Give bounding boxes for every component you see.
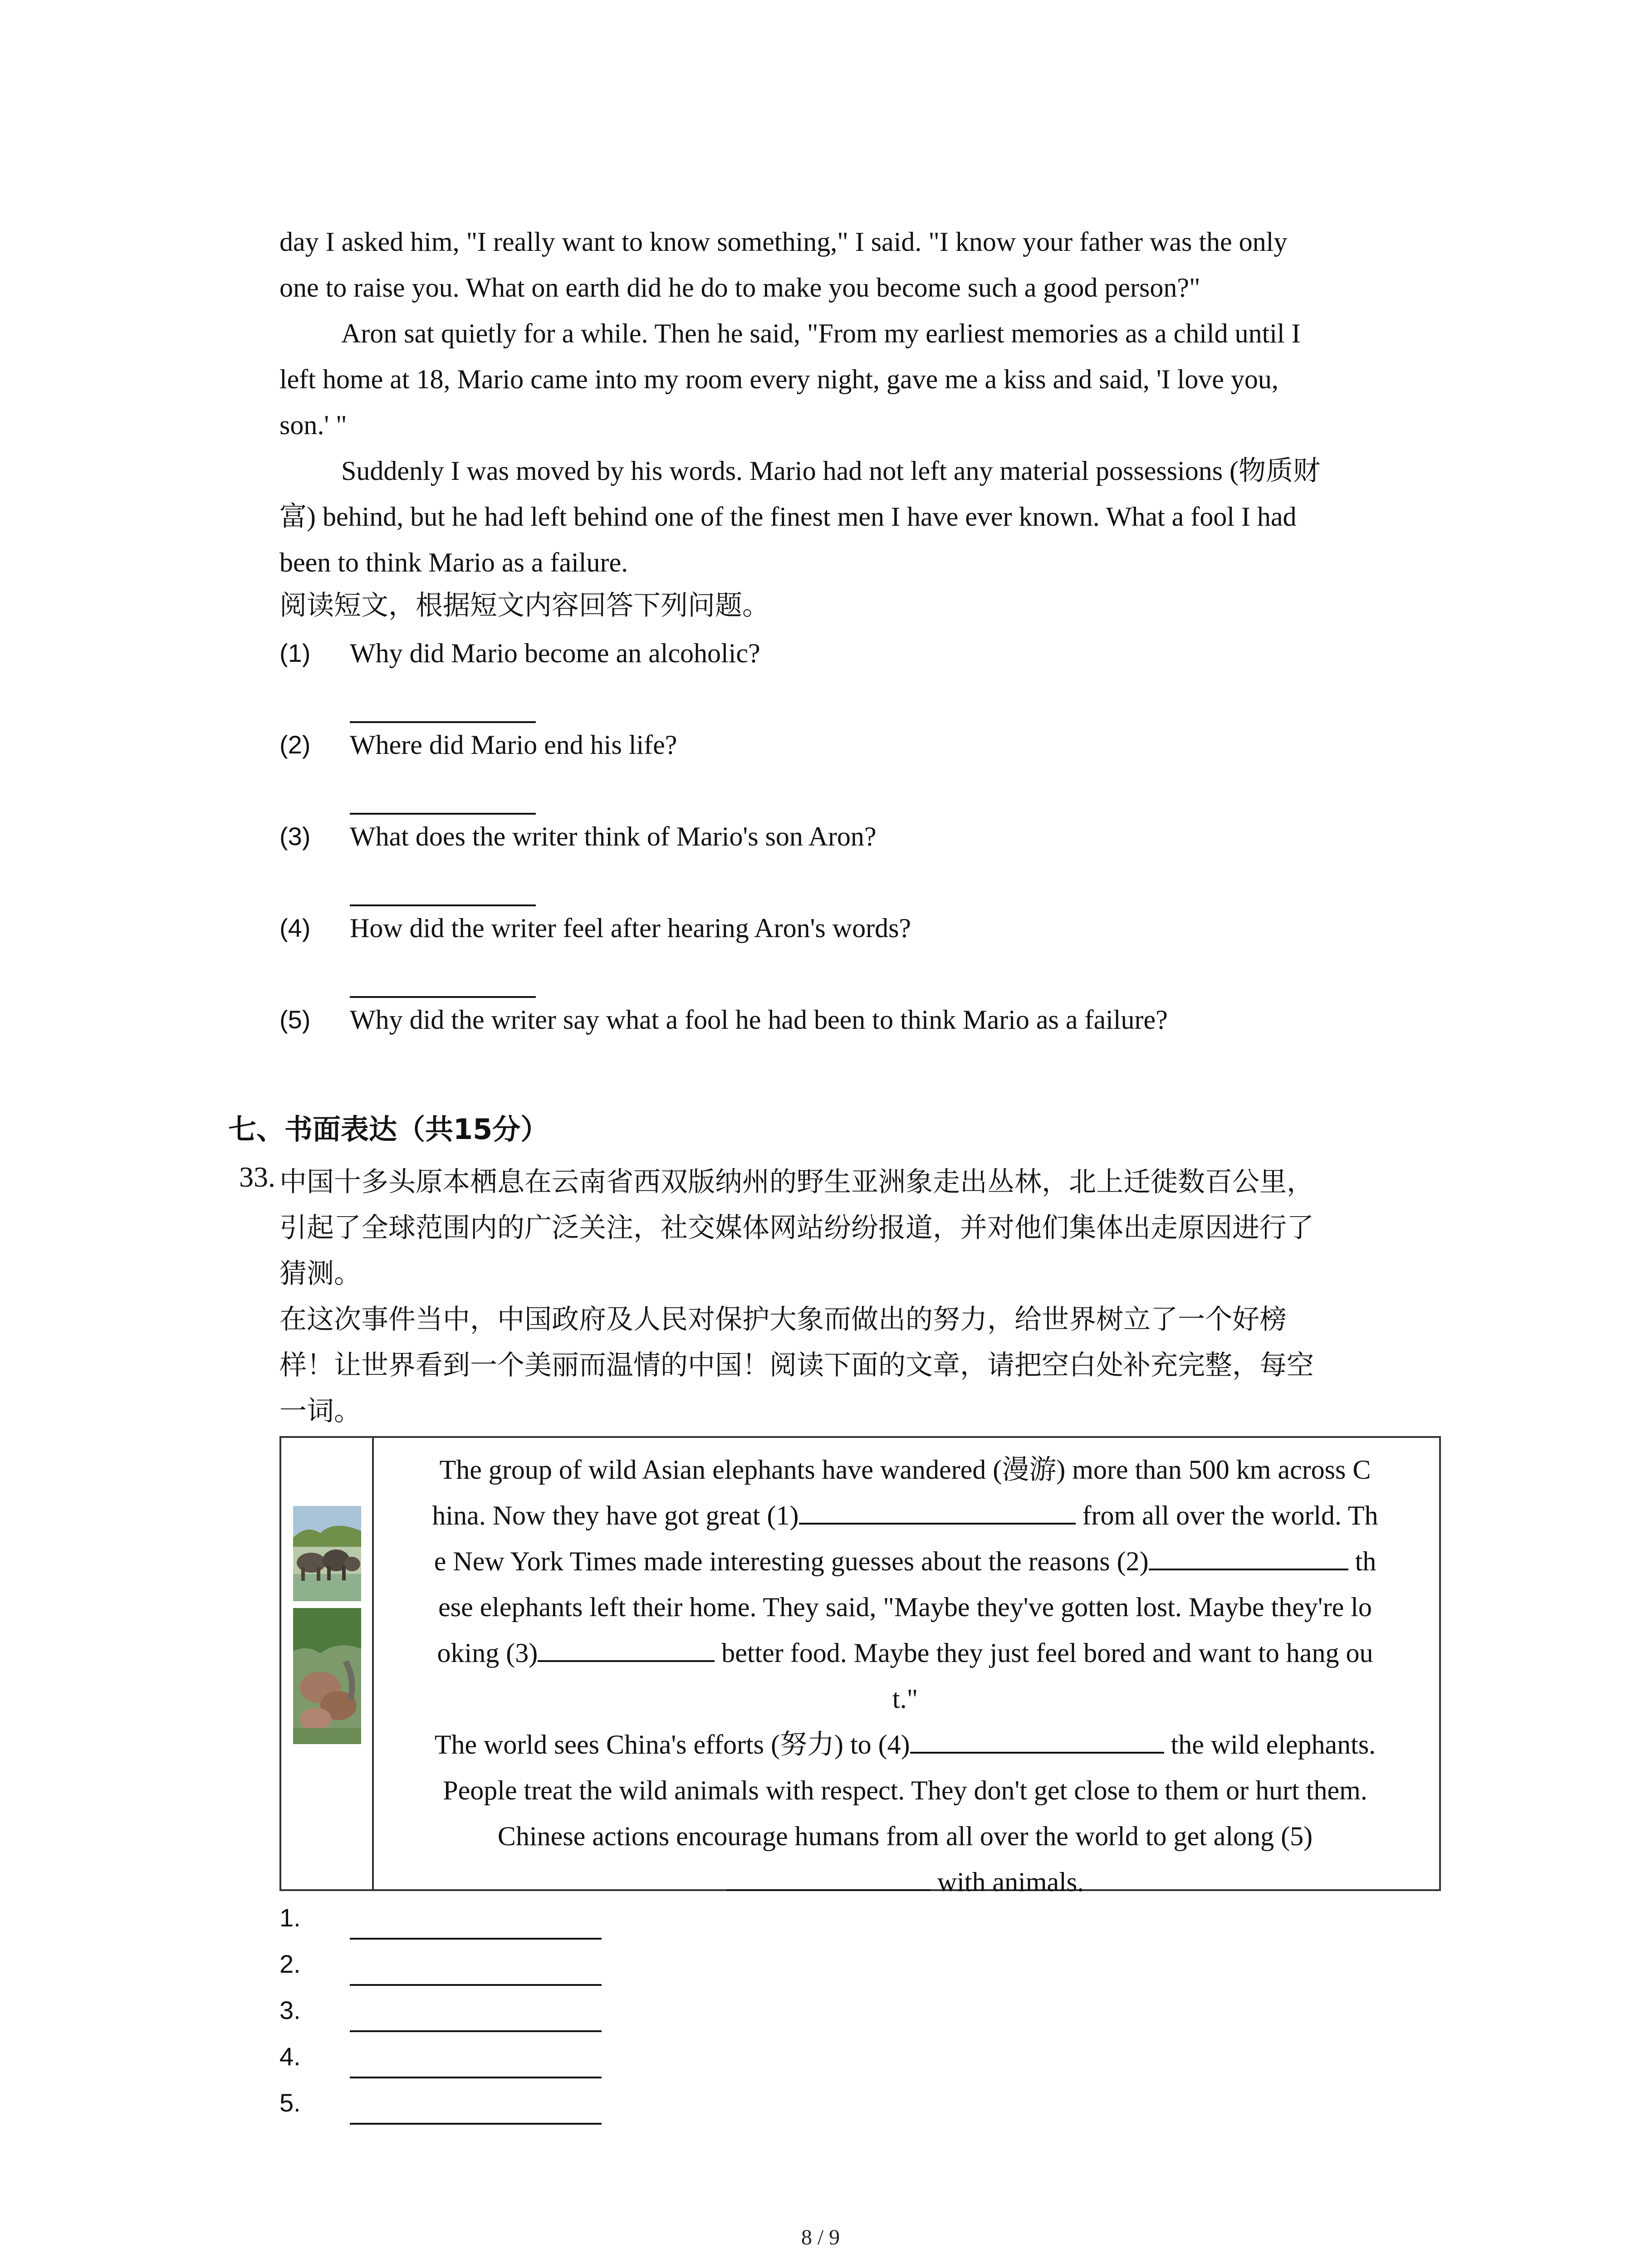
question-text: Where did Mario end his life?	[350, 730, 677, 760]
passage-line: one to raise you. What on earth did he do to make you become such a good person?"	[279, 273, 1200, 303]
cloze-line	[385, 1722, 1425, 1768]
question-text: Why did the writer say what a fool he had been to think Mario as a failure?	[350, 1005, 1168, 1035]
cloze-line: t."	[892, 1684, 918, 1714]
question-number: (5)	[279, 1005, 311, 1034]
box-divider	[372, 1438, 374, 1889]
blank-4[interactable]	[910, 1726, 1164, 1754]
answer-blank[interactable]	[350, 721, 536, 723]
page-number: 8 / 9	[801, 2225, 840, 2249]
cloze-box	[279, 1436, 1441, 1897]
instruction: 阅读短文，根据短文内容回答下列问题。	[279, 590, 769, 621]
cloze-line: People treat the wild animals with respect. They don't get close to them or hurt them.	[443, 1775, 1367, 1805]
q33-intro-line: 样！让世界看到一个美丽而温情的中国！阅读下面的文章，请把空白处补充完整，每空	[279, 1349, 1314, 1381]
cloze-passage	[385, 1447, 1425, 1905]
answer-line[interactable]	[350, 2077, 602, 2078]
q33-intro-line: 中国十多头原本栖息在云南省西双版纳州的野生亚洲象走出丛林，北上迁徙数百公里，	[279, 1166, 1314, 1198]
cloze-text: from all over the world. Th	[1075, 1501, 1378, 1530]
cloze-line	[385, 1859, 1425, 1905]
answer-number: 4.	[279, 2042, 301, 2071]
answer-blank[interactable]	[350, 996, 536, 998]
blank-5[interactable]	[726, 1864, 931, 1891]
passage-line: left home at 18, Mario came into my room every night, gave me a kiss and said, 'I love you,	[279, 364, 1279, 394]
passage-line: Aron sat quietly for a while. Then he said, "From my earliest memories as a child until I	[341, 318, 1301, 348]
passage-line: 富) behind, but he had left behind one of the finest men I have ever known. What a fool I had	[279, 502, 1297, 532]
blank-3[interactable]	[538, 1635, 715, 1662]
question-text: What does the writer think of Mario's son Aron?	[350, 821, 877, 851]
cloze-line	[385, 1539, 1425, 1584]
answer-number: 3.	[279, 1996, 301, 2024]
answer-line[interactable]	[350, 1938, 602, 1940]
cloze-text: the wild elephants.	[1164, 1730, 1376, 1760]
answer-blank[interactable]	[350, 904, 536, 906]
passage-line: son.' "	[279, 410, 347, 440]
cloze-line: Chinese actions encourage humans from all over the world to get along (5)	[497, 1821, 1313, 1851]
cloze-text: oking (3)	[437, 1638, 538, 1668]
blank-1[interactable]	[799, 1497, 1076, 1525]
elephants-resting-photo	[293, 1608, 361, 1744]
question-33-number: 33.	[239, 1161, 275, 1193]
answer-blank[interactable]	[350, 813, 536, 815]
question-text: Why did Mario become an alcoholic?	[350, 638, 760, 668]
answer-number: 5.	[279, 2088, 301, 2117]
q33-intro-line: 一词。	[279, 1395, 361, 1427]
q33-intro-line: 引起了全球范围内的广泛关注，社交媒体网站纷纷报道，并对他们集体出走原因进行了	[279, 1212, 1314, 1244]
cloze-text: hina. Now they have got great (1)	[432, 1501, 799, 1530]
cloze-line	[385, 1493, 1425, 1539]
cloze-text: e New York Times made interesting guesses about the reasons (2)	[434, 1546, 1149, 1576]
cloze-text: better food. Maybe they just feel bored and want to hang ou	[715, 1638, 1373, 1668]
cloze-line: The group of wild Asian elephants have wandered (漫游) more than 500 km across C	[439, 1455, 1371, 1485]
q33-intro-line: 猜测。	[279, 1258, 361, 1290]
answer-number: 2.	[279, 1950, 301, 1978]
question-number: (4)	[279, 914, 311, 942]
question-number: (3)	[279, 822, 311, 850]
elephant-herd-photo	[293, 1506, 361, 1601]
answer-line[interactable]	[350, 1984, 602, 1986]
blank-2[interactable]	[1149, 1543, 1348, 1570]
question-number: (2)	[279, 730, 311, 759]
passage-line: Suddenly I was moved by his words. Mario had not left any material possessions (物质财	[341, 456, 1321, 486]
q33-intro-line: 在这次事件当中，中国政府及人民对保护大象而做出的努力，给世界树立了一个好榜	[279, 1304, 1287, 1335]
answer-line[interactable]	[350, 2030, 602, 2032]
section-title: 七、书面表达（共15分）	[228, 1113, 549, 1146]
answer-number: 1.	[279, 1903, 301, 1932]
cloze-line: ese elephants left their home. They said, "Maybe they've gotten lost. Maybe they're lo	[438, 1592, 1372, 1622]
cloze-text: The world sees China's efforts (努力) to (4)	[434, 1730, 910, 1760]
cloze-line	[385, 1630, 1425, 1676]
answer-line[interactable]	[350, 2123, 602, 2125]
question-text: How did the writer feel after hearing Aron's words?	[350, 913, 911, 943]
cloze-text: with animals.	[930, 1867, 1084, 1897]
question-number: (1)	[279, 639, 311, 667]
passage-line: been to think Mario as a failure.	[279, 547, 628, 577]
cloze-text: th	[1348, 1546, 1376, 1576]
passage-line: day I asked him, "I really want to know something," I said. "I know your father was the only	[279, 227, 1288, 257]
